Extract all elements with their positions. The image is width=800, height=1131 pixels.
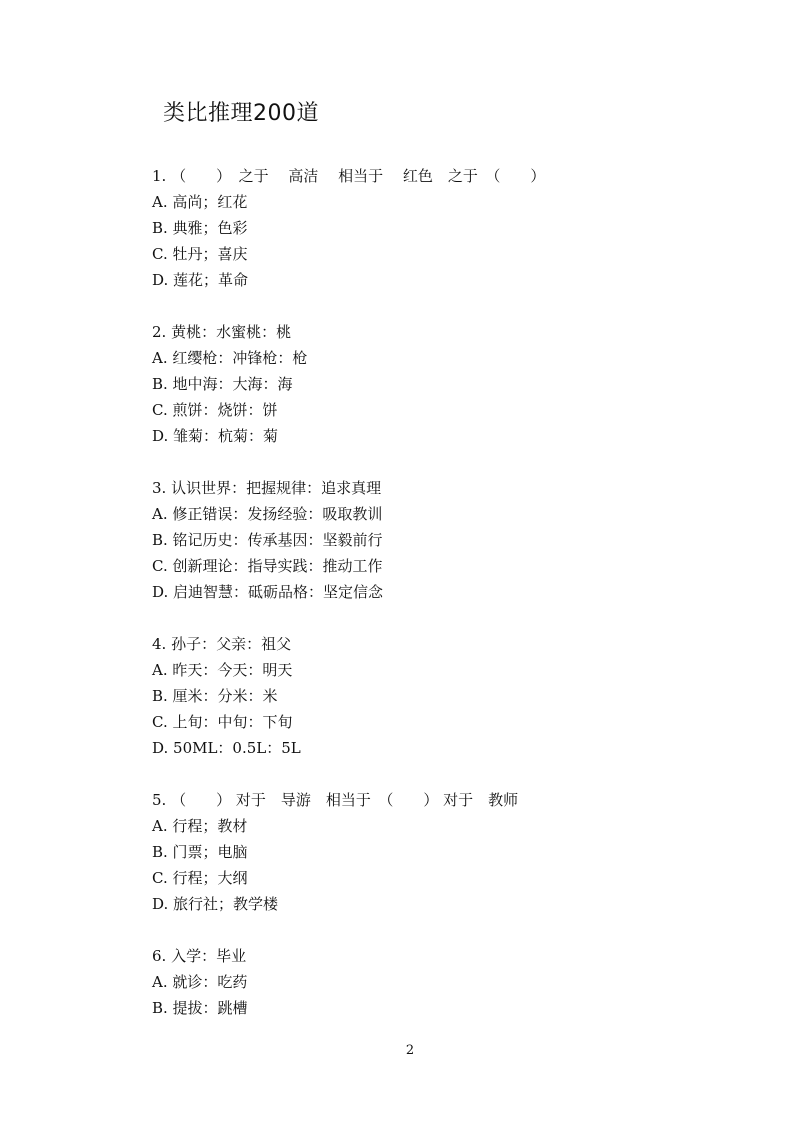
option-c: C. 煎饼：烧饼：饼 (152, 401, 278, 419)
question-1 (152, 163, 712, 293)
option-d: D. 50ML：0.5L：5L (152, 739, 301, 757)
question-stem: 5. （ ） 对于 导游 相当于 （ ） 对于 教师 (152, 791, 519, 809)
option-b: B. 门票；电脑 (152, 843, 248, 861)
option-b: B. 典雅；色彩 (152, 219, 248, 237)
question-stem: 3. 认识世界：把握规律：追求真理 (152, 479, 382, 497)
option-c: C. 牡丹；喜庆 (152, 245, 248, 263)
option-b: B. 厘米：分米：米 (152, 687, 278, 705)
option-a: A. 行程；教材 (152, 817, 248, 835)
option-d: D. 莲花；革命 (152, 271, 249, 289)
option-d: D. 旅行社；教学楼 (152, 895, 279, 913)
option-b: B. 提拔：跳槽 (152, 999, 248, 1017)
option-b: B. 铭记历史：传承基因：坚毅前行 (152, 531, 383, 549)
option-d: D. 启迪智慧：砥砺品格：坚定信念 (152, 583, 384, 601)
option-c: C. 创新理论：指导实践：推动工作 (152, 557, 383, 575)
option-c: C. 行程；大纲 (152, 869, 248, 887)
question-2 (152, 319, 712, 449)
option-c: C. 上旬：中旬：下旬 (152, 713, 293, 731)
question-stem: 4. 孙子：父亲：祖父 (152, 635, 292, 653)
question-4 (152, 631, 712, 761)
question-stem: 1. （ ） 之于 高洁 相当于 红色 之于 （ ） (152, 167, 546, 185)
question-5 (152, 787, 712, 917)
option-a: A. 高尚；红花 (152, 193, 248, 211)
question-6 (152, 943, 712, 1021)
question-stem: 6. 入学：毕业 (152, 947, 247, 965)
option-a: A. 红缨枪：冲锋枪：枪 (152, 349, 308, 367)
option-d: D. 雏菊：杭菊：菊 (152, 427, 279, 445)
page-title: 类比推理200道 (163, 101, 319, 126)
question-3 (152, 475, 712, 605)
page-number: 2 (405, 1043, 415, 1058)
option-a: A. 就诊：吃药 (152, 973, 248, 991)
option-b: B. 地中海：大海：海 (152, 375, 293, 393)
question-stem: 2. 黄桃：水蜜桃：桃 (152, 323, 292, 341)
option-a: A. 昨天：今天：明天 (152, 661, 293, 679)
option-a: A. 修正错误：发扬经验：吸取教训 (152, 505, 383, 523)
question-list (152, 163, 712, 1047)
